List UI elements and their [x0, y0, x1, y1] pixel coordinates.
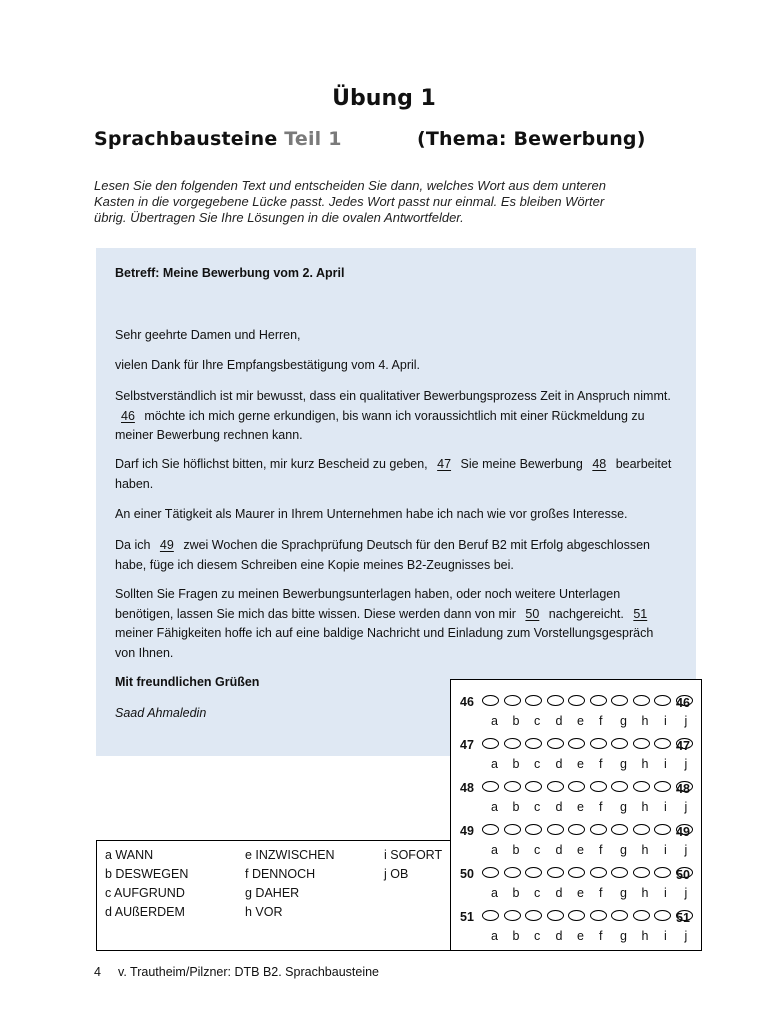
- paragraph-text: Sie meine Bewerbung: [460, 457, 583, 471]
- option-letter: c: [534, 843, 541, 857]
- answer-row-46: [451, 690, 701, 733]
- answer-oval[interactable]: [547, 910, 564, 921]
- option-letter: h: [641, 714, 649, 728]
- word-option: a WANN: [105, 848, 154, 862]
- option-letter: h: [641, 929, 649, 943]
- answer-oval[interactable]: [633, 695, 650, 706]
- subtitle-theme: (Thema: Bewerbung): [417, 128, 646, 150]
- answer-oval[interactable]: [611, 781, 628, 792]
- answer-oval[interactable]: [568, 781, 585, 792]
- answer-oval[interactable]: [525, 738, 542, 749]
- answer-oval[interactable]: [504, 738, 521, 749]
- option-letter: i: [664, 929, 667, 943]
- answer-oval[interactable]: [547, 781, 564, 792]
- paragraph-text: Sollten Sie Fragen zu meinen Bewerbungsunterlagen haben, oder noch weitere Unterlagen benötigen, lassen Sie mich das bitte wissen. Diese werden dann von mir: [115, 587, 621, 621]
- answer-oval[interactable]: [611, 910, 628, 921]
- letter-subject: Betreff: Meine Bewerbung vom 2. April: [115, 266, 345, 280]
- gap-50: 50: [525, 606, 540, 621]
- exercise-title: Übung 1: [332, 86, 436, 111]
- option-letter: h: [641, 886, 649, 900]
- answer-oval[interactable]: [547, 824, 564, 835]
- option-letter: e: [577, 886, 584, 900]
- option-letter: j: [684, 800, 688, 814]
- answer-oval[interactable]: [611, 695, 628, 706]
- option-letter: g: [620, 886, 627, 900]
- word-option: b DESWEGEN: [105, 867, 189, 881]
- answer-oval[interactable]: [504, 695, 521, 706]
- option-letter: b: [512, 800, 520, 814]
- option-letter: i: [664, 800, 667, 814]
- gap-49: 49: [159, 538, 174, 552]
- row-number-right: 47: [676, 739, 690, 753]
- paragraph-text: Da ich: [115, 538, 151, 552]
- answer-oval[interactable]: [590, 738, 607, 749]
- answer-oval[interactable]: [482, 824, 499, 835]
- word-option: e INZWISCHEN: [245, 848, 335, 862]
- option-letter: f: [599, 929, 603, 943]
- subtitle-main: Sprachbausteine: [94, 128, 278, 150]
- letter-closing: Mit freundlichen Grüßen: [115, 675, 260, 689]
- option-letter: h: [641, 843, 649, 857]
- answer-oval[interactable]: [633, 910, 650, 921]
- option-letter: d: [555, 886, 563, 900]
- row-number: 49: [460, 824, 474, 838]
- option-letter: c: [534, 757, 541, 771]
- letter-paragraph-2: [115, 387, 675, 446]
- gap-47: 47: [437, 457, 452, 471]
- exercise-subtitle: [94, 128, 646, 150]
- answer-oval[interactable]: [633, 738, 650, 749]
- option-letter: j: [684, 886, 688, 900]
- instructions: Lesen Sie den folgenden Text und entscheiden Sie dann, welches Wort aus dem unteren Kasten in die vorgegebene Lücke passt. Jedes Wort passt nur einmal. Es bleiben Wörter übrig. Übertragen Sie Ihre Lösungen in die ovalen Antwortfelder.: [94, 178, 606, 225]
- row-number: 47: [460, 738, 474, 752]
- option-letter: f: [599, 843, 603, 857]
- word-option: j OB: [384, 867, 409, 881]
- option-letter: g: [620, 800, 627, 814]
- answer-oval[interactable]: [590, 867, 607, 878]
- answer-oval[interactable]: [633, 867, 650, 878]
- option-letter: b: [512, 714, 520, 728]
- option-letter: b: [512, 843, 520, 857]
- option-letter: e: [577, 757, 584, 771]
- answer-oval[interactable]: [504, 781, 521, 792]
- answer-row-47: [451, 733, 701, 776]
- word-option: d AUßERDEM: [105, 905, 185, 919]
- answer-oval[interactable]: [525, 824, 542, 835]
- option-letter: j: [684, 714, 688, 728]
- row-number-right: 51: [676, 911, 690, 925]
- answer-oval[interactable]: [654, 781, 671, 792]
- option-letter: c: [534, 886, 541, 900]
- paragraph-text: Darf ich Sie höflichst bitten, mir kurz Bescheid zu geben,: [115, 457, 428, 471]
- word-option: c AUFGRUND: [105, 886, 185, 900]
- paragraph-text: Selbstverständlich ist mir bewusst, dass ein qualitativer Bewerbungsprozess Zeit in Anspruch nimmt.: [115, 389, 671, 403]
- answer-oval[interactable]: [504, 867, 521, 878]
- option-letter: d: [555, 757, 563, 771]
- letter-paragraph-4: An einer Tätigkeit als Maurer in Ihrem Unternehmen habe ich nach wie vor großes Interesse.: [115, 507, 628, 521]
- letter-paragraph-5: [115, 536, 675, 575]
- answer-oval[interactable]: [482, 695, 499, 706]
- answer-oval[interactable]: [633, 781, 650, 792]
- answer-oval[interactable]: [482, 781, 499, 792]
- gap-51: 51: [633, 606, 648, 621]
- option-letter: j: [684, 757, 688, 771]
- option-letter: c: [534, 800, 541, 814]
- row-number-right: 49: [676, 825, 690, 839]
- row-number-right: 48: [676, 782, 690, 796]
- answer-oval[interactable]: [547, 867, 564, 878]
- option-letter: e: [577, 843, 584, 857]
- answer-oval[interactable]: [547, 695, 564, 706]
- option-letter: e: [577, 929, 584, 943]
- subtitle-part: Teil 1: [284, 128, 342, 150]
- answer-oval[interactable]: [525, 867, 542, 878]
- option-letter: j: [684, 843, 688, 857]
- row-number-right: 46: [676, 696, 690, 710]
- answer-oval[interactable]: [504, 910, 521, 921]
- option-letter: f: [599, 757, 603, 771]
- paragraph-text: meiner Fähigkeiten hoffe ich auf eine baldige Nachricht und Einladung zum Vorstellungsgespräch von Ihnen.: [115, 626, 654, 660]
- paragraph-text: nachgereicht.: [548, 606, 624, 621]
- option-letter: a: [491, 929, 498, 943]
- answer-oval[interactable]: [525, 910, 542, 921]
- word-option: f DENNOCH: [245, 867, 316, 881]
- answer-oval[interactable]: [482, 738, 499, 749]
- option-letter: h: [641, 800, 649, 814]
- option-letter: g: [620, 714, 627, 728]
- option-letter: c: [534, 929, 541, 943]
- option-letter: a: [491, 800, 498, 814]
- option-letter: e: [577, 714, 584, 728]
- page-number: 4: [94, 965, 101, 979]
- answer-oval[interactable]: [654, 910, 671, 921]
- letter-salutation: Sehr geehrte Damen und Herren,: [115, 328, 301, 342]
- answer-oval[interactable]: [482, 910, 499, 921]
- answer-oval[interactable]: [633, 824, 650, 835]
- answer-oval[interactable]: [568, 738, 585, 749]
- answer-oval[interactable]: [611, 738, 628, 749]
- answer-oval[interactable]: [590, 910, 607, 921]
- answer-sheet: [450, 679, 702, 951]
- answer-oval[interactable]: [568, 695, 585, 706]
- option-letter: b: [512, 886, 520, 900]
- option-letter: d: [555, 843, 563, 857]
- answer-oval[interactable]: [654, 695, 671, 706]
- answer-oval[interactable]: [568, 867, 585, 878]
- letter-signature: Saad Ahmaledin: [115, 706, 207, 720]
- answer-oval[interactable]: [525, 695, 542, 706]
- answer-oval[interactable]: [504, 824, 521, 835]
- option-letter: d: [555, 714, 563, 728]
- paragraph-text: bearbeitet haben.: [115, 457, 672, 491]
- option-letter: a: [491, 714, 498, 728]
- option-letter: i: [664, 714, 667, 728]
- option-letter: a: [491, 757, 498, 771]
- option-letter: i: [664, 757, 667, 771]
- option-letter: d: [555, 929, 563, 943]
- option-letter: b: [512, 929, 520, 943]
- letter-paragraph-1: vielen Dank für Ihre Empfangsbestätigung vom 4. April.: [115, 358, 421, 372]
- option-letter: g: [620, 757, 627, 771]
- row-number: 46: [460, 695, 474, 709]
- answer-oval[interactable]: [611, 867, 628, 878]
- row-number-right: 50: [676, 868, 690, 882]
- answer-row-50: [451, 862, 701, 905]
- answer-oval[interactable]: [611, 824, 628, 835]
- word-option: h VOR: [245, 905, 283, 919]
- option-letter: f: [599, 714, 603, 728]
- option-letter: b: [512, 757, 520, 771]
- paragraph-text: möchte ich mich gerne erkundigen, bis wann ich voraussichtlich mit einer Rückmeldung zu meiner Bewerbung rechnen kann.: [115, 408, 645, 442]
- answer-oval[interactable]: [525, 781, 542, 792]
- answer-row-48: [451, 776, 701, 819]
- option-letter: e: [577, 800, 584, 814]
- answer-row-49: [451, 819, 701, 862]
- row-number: 51: [460, 910, 474, 924]
- option-letter: c: [534, 714, 541, 728]
- answer-row-51: [451, 905, 701, 948]
- answer-oval[interactable]: [590, 695, 607, 706]
- option-letter: j: [684, 929, 688, 943]
- answer-oval[interactable]: [654, 867, 671, 878]
- option-letter: g: [620, 843, 627, 857]
- row-number: 50: [460, 867, 474, 881]
- footer-source: v. Trautheim/Pilzner: DTB B2. Sprachbausteine: [118, 965, 379, 979]
- paragraph-text: zwei Wochen die Sprachprüfung Deutsch für den Beruf B2 mit Erfolg abgeschlossen habe, füge ich diesem Schreiben eine Kopie meines B2-Zeugnisses bei.: [115, 538, 651, 572]
- option-letter: f: [599, 800, 603, 814]
- answer-oval[interactable]: [590, 781, 607, 792]
- option-letter: g: [620, 929, 627, 943]
- gap-48: 48: [592, 457, 607, 471]
- option-letter: a: [491, 886, 498, 900]
- word-option: g DAHER: [245, 886, 300, 900]
- row-number: 48: [460, 781, 474, 795]
- answer-oval[interactable]: [654, 738, 671, 749]
- option-letter: i: [664, 843, 667, 857]
- option-letter: f: [599, 886, 603, 900]
- answer-oval[interactable]: [568, 910, 585, 921]
- letter-paragraph-3: [115, 455, 675, 494]
- answer-oval[interactable]: [482, 867, 499, 878]
- option-letter: h: [641, 757, 649, 771]
- letter-paragraph-6: [115, 585, 675, 663]
- answer-oval[interactable]: [568, 824, 585, 835]
- answer-oval[interactable]: [654, 824, 671, 835]
- option-letter: i: [664, 886, 667, 900]
- answer-oval[interactable]: [590, 824, 607, 835]
- word-option: i SOFORT: [384, 848, 443, 862]
- option-letter: a: [491, 843, 498, 857]
- gap-46: 46: [121, 408, 135, 423]
- option-letter: d: [555, 800, 563, 814]
- answer-oval[interactable]: [547, 738, 564, 749]
